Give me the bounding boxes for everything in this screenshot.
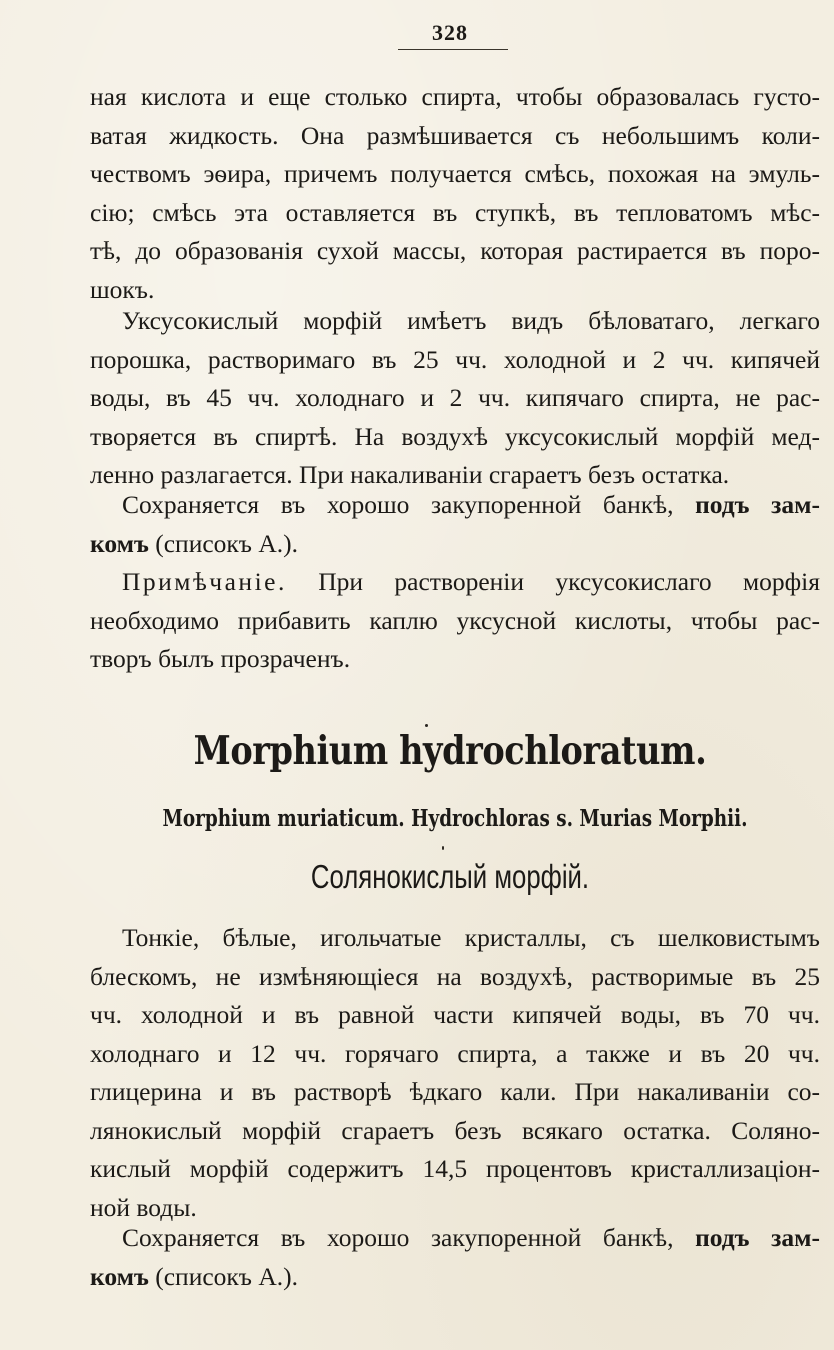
storage-text: Сохраняется въ хорошо закупоренной банкѣ,: [122, 1223, 696, 1252]
text-line: холоднаго и 12 чч. горячаго спирта, а также и въ 20 чч.: [90, 1038, 820, 1068]
text-line: лянокислый морфій сгараетъ безъ всякаго остатка. Соляно-: [90, 1115, 820, 1145]
text-line: ная кислота и еще столько спирта, чтобы образовалась густо-: [90, 82, 820, 111]
text-line: [90, 563, 820, 602]
heading-latin-synonyms: Morphium muriaticum. Hydrochloras s. Murias Morphii.: [162, 805, 748, 832]
storage-bold: подъ зам-: [695, 490, 821, 519]
text-line: творъ былъ прозраченъ.: [90, 644, 351, 673]
storage-text: (списокъ А.).: [148, 1261, 299, 1291]
text-line: шокъ.: [90, 274, 155, 304]
text-line: [90, 1258, 820, 1297]
storage-bold: комъ: [90, 1261, 149, 1291]
text-line: сію; смѣсь эта оставляется въ ступкѣ, въ тепловатомъ мѣс-: [90, 197, 820, 227]
text-line: ватая жидкость. Она размѣшивается съ небольшимъ коли-: [90, 120, 820, 150]
paragraph-storage: [90, 486, 820, 563]
storage-text: Сохраняется въ хорошо закупоренной банкѣ,: [122, 490, 696, 519]
text-line: Уксусокислый морфій имѣетъ видъ бѣловатаго, легкаго: [122, 306, 820, 335]
paragraph-storage-2: [90, 1219, 820, 1296]
text-line: блескомъ, не измѣняющіеся на воздухѣ, растворимые въ 25: [90, 961, 820, 991]
paragraph-description: [90, 302, 820, 495]
note-label: Примѣчаніе.: [122, 567, 287, 596]
text-line: кислый морфій содержитъ 14,5 процентовъ кристаллизаціон-: [90, 1154, 820, 1183]
paragraph-note: [90, 563, 820, 679]
page-number: 328: [432, 20, 468, 45]
text-line: порошка, растворимаго въ 25 чч. холодной и 2 чч. кипячей: [90, 344, 820, 374]
text-line: [90, 525, 820, 564]
paragraph-hydrochloride: [90, 919, 820, 1227]
text-line: [90, 486, 820, 525]
paragraph-continuation: [90, 78, 820, 309]
text-line: чествомъ эѳира, причемъ получается смѣсь, похожая на эмуль-: [90, 159, 820, 188]
text-line: Тонкіе, бѣлые, игольчатые кристаллы, съ шелковистымъ: [122, 923, 820, 952]
text-line: [90, 1219, 820, 1258]
page-number-rule: [398, 49, 508, 50]
storage-text: (списокъ А.).: [148, 528, 299, 558]
heading-latin: Morphium hydrochloratum.: [193, 728, 707, 774]
text-line: творяется въ спиртѣ. На воздухѣ уксусокислый морфій мед-: [90, 421, 820, 451]
heading-russian: Солянокислый морфій.: [310, 858, 590, 895]
text-line: чч. холодной и въ равной части кипячей воды, въ 70 чч.: [90, 1000, 820, 1029]
text-line: необходимо прибавить каплю уксусной кислоты, чтобы рас-: [90, 605, 820, 635]
storage-bold: подъ зам-: [695, 1223, 821, 1252]
text-line: глицерина и въ растворѣ ѣдкаго кали. При накаливаніи со-: [90, 1077, 820, 1106]
storage-bold: комъ: [90, 528, 149, 558]
print-speck: [442, 846, 444, 850]
text-line: воды, въ 45 чч. холоднаго и 2 чч. кипячаго спирта, не рас-: [90, 383, 820, 412]
text-line: ной воды.: [90, 1192, 197, 1222]
note-text: При раствореніи уксусокислаго морфія: [286, 567, 820, 596]
print-speck: [425, 724, 428, 727]
text-line: тѣ, до образованія сухой массы, которая растирается въ поро-: [90, 236, 820, 265]
text-line: ленно разлагается. При накаливаніи сгараетъ безъ остатка.: [90, 460, 730, 489]
